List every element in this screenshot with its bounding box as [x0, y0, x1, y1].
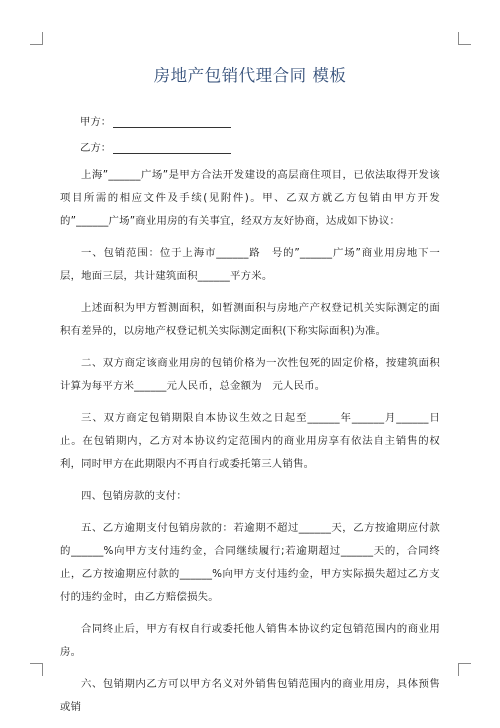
- paragraph-term: 三、双方商定包销期限自本协议生效之日起至______年______月______日止。在包销期内，乙方对本协议约定范围内的商业用房享有依法自主销售的权利，同时甲方在此期限内不再自行或委托第三人销售。: [60, 412, 440, 470]
- crop-mark-top-right: [458, 32, 471, 45]
- party-b-blank: [113, 141, 231, 154]
- crop-mark-bottom-left: [30, 663, 43, 676]
- paragraph-intro: 上海”______广场”是甲方合法开发建设的高层商住项目，已依法取得开发该项目所需的相应文件及手续(见附件)。甲、乙双方就乙方包销由甲方开发的”______广场”商业用房的有关事宜，经双方友好协商，达成如下协议：: [60, 169, 440, 227]
- party-a-blank: [113, 115, 231, 128]
- paragraph-scope: 一、包销范围：位于上海市______路 号的”______广场”商业用房地下一层，地面三层，共计建筑面积______平方米。: [60, 247, 440, 282]
- party-a-line: [80, 112, 440, 128]
- document-title: 房地产包销代理合同 模板: [153, 66, 347, 85]
- paragraph-late-payment: 五、乙方逾期支付包销房款的：若逾期不超过______天，乙方按逾期应付款的______%向甲方支付违约金，合同继续履行;若逾期超过______天的，合同终止，乙方按逾期应付款的______%向甲方支付违约金，甲方实际损失超过乙方支付的违约金时，由乙方赔偿损失。: [60, 522, 440, 603]
- paragraph-termination: 合同终止后，甲方有权自行或委托他人销售本协议约定包销范围内的商业用房。: [60, 623, 440, 658]
- paragraph-area-note: 上述面积为甲方暂测面积，如暂测面积与房地产产权登记机关实际测定的面积有差异的，以房地产权登记机关实际测定面积(下称实际面积)为准。: [60, 302, 440, 337]
- paragraph-sales-rights: 六、包销期内乙方可以甲方名义对外销售包销范围内的商业用房，具体预售或销: [60, 678, 440, 713]
- party-b-label: 乙方：: [80, 142, 112, 154]
- crop-mark-top-left: [30, 32, 43, 45]
- party-b-line: [80, 138, 440, 154]
- paragraph-payment: 四、包销房款的支付：: [81, 490, 187, 502]
- party-a-label: 甲方：: [80, 116, 112, 128]
- paragraph-price: 二、双方商定该商业用房的包销价格为一次性包死的固定价格，按建筑面积计算为每平方米______元人民币，总金额为 元人民币。: [60, 357, 440, 392]
- crop-mark-bottom-right: [458, 663, 471, 676]
- document-body: [60, 112, 440, 728]
